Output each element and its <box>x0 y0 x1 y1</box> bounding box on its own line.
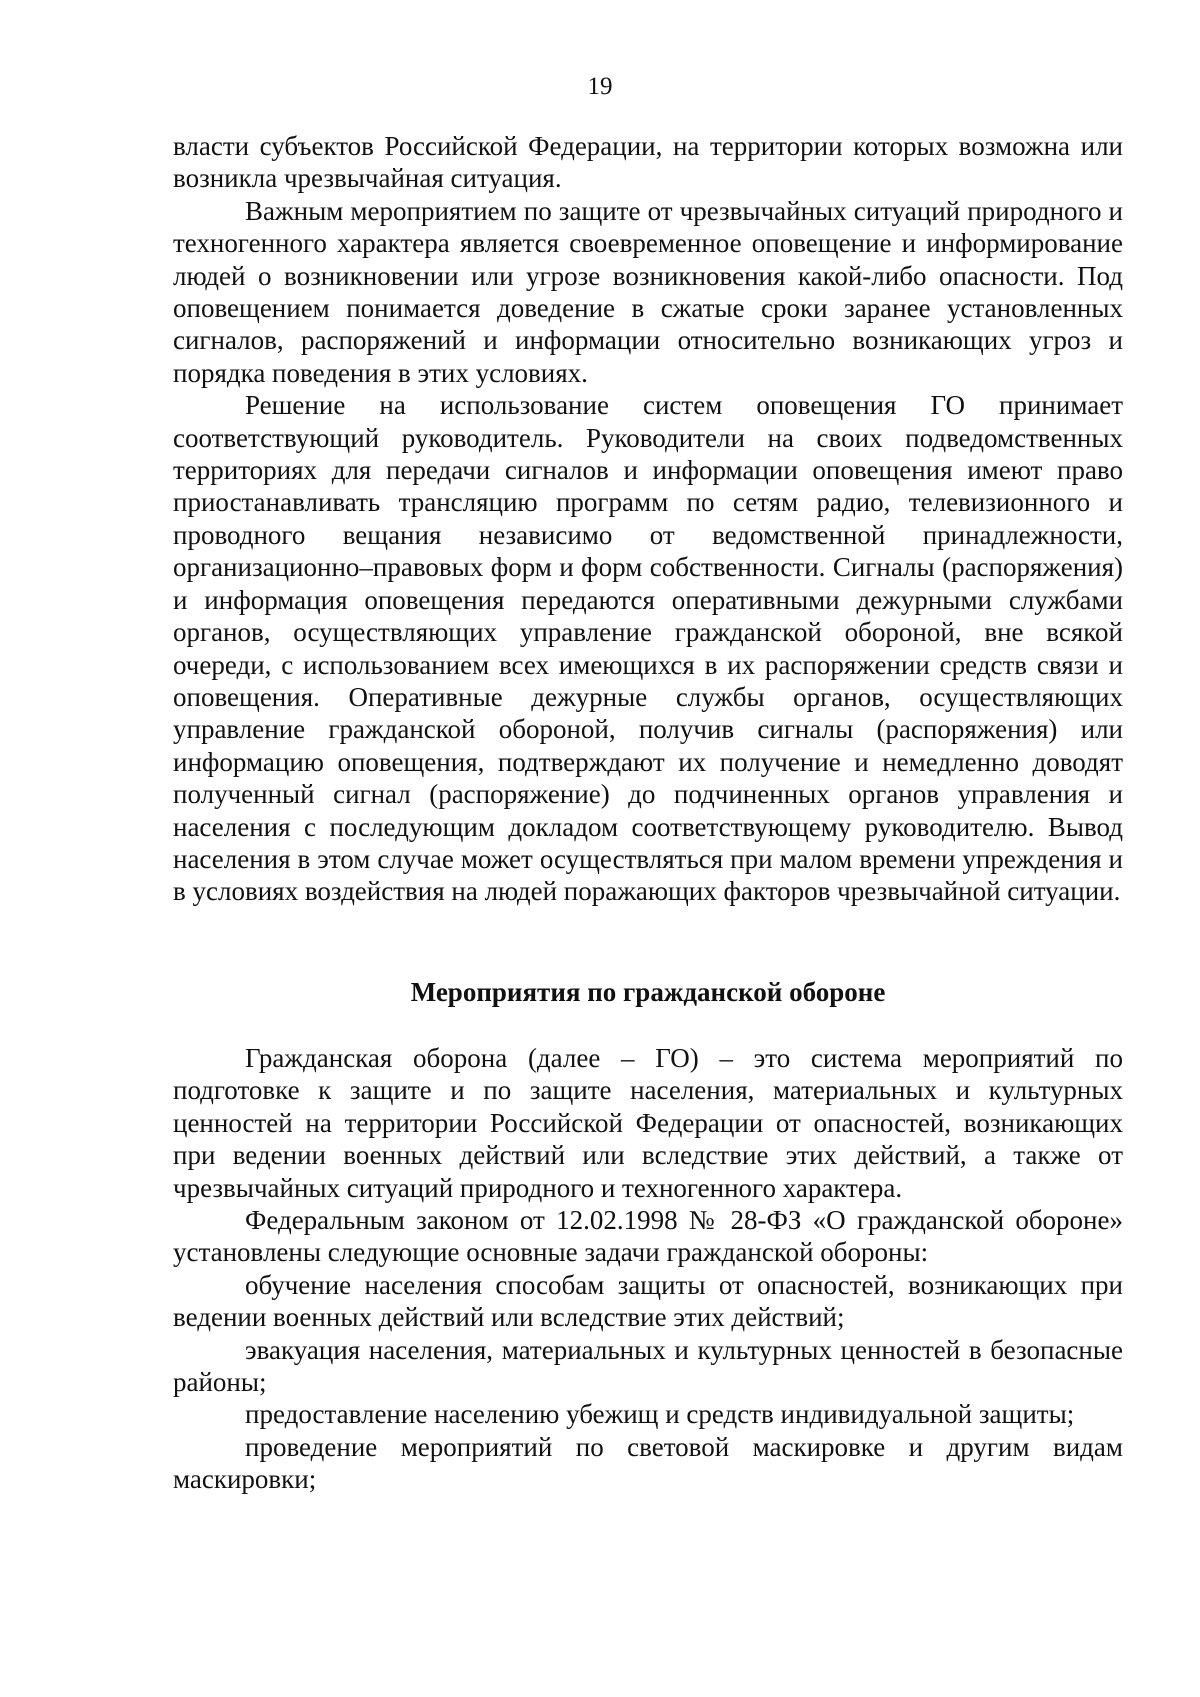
list-item-task-camouflage: проведение мероприятий по световой маскировке и другим видам маскировки; <box>173 1431 1123 1495</box>
section-heading: Мероприятия по гражданской обороне <box>410 977 886 1007</box>
paragraph-warning-importance: Важным мероприятием по защите от чрезвычайных ситуаций природного и техногенного характера является своевременное оповещение и информирование людей о возникновении или угрозе возникновения какой-либо опасности. Под оповещением понимается доведение в сжатые сроки заранее установленных сигналов, распоряжений и информации относительно возникающих угроз и порядка поведения в этих условиях. <box>173 195 1123 388</box>
bottom-text-block <box>173 1042 1123 1496</box>
list-item-task-shelters: предоставление населению убежищ и средств индивидуальной защиты; <box>245 1399 1075 1430</box>
page-number: 19 <box>587 73 613 100</box>
paragraph-federal-law: Федеральным законом от 12.02.1998 № 28-ФЗ «О гражданской обороне» установлены следующие основные задачи гражданской обороны: <box>173 1205 1123 1268</box>
paragraph-continuation: власти субъектов Российской Федерации, на территории которых возможна или возникла чрезвычайная ситуация. <box>173 131 1123 194</box>
list-item-task-training: обучение населения способам защиты от опасностей, возникающих при ведении военных действий или вследствие этих действий; <box>173 1269 1123 1333</box>
top-text-block <box>173 130 1123 908</box>
paragraph-civil-defense-definition: Гражданская оборона (далее – ГО) – это система мероприятий по подготовке к защите и по защите населения, материальных и культурных ценностей на территории Российской Федерации от опасностей, возникающих при ведении военных действий или вследствие этих действий, а также от чрезвычайных ситуаций природного и техногенного характера. <box>173 1043 1123 1203</box>
list-item-task-evacuation: эвакуация населения, материальных и культурных ценностей в безопасные районы; <box>173 1334 1123 1398</box>
paragraph-warning-systems-decision: Решение на использование систем оповещения ГО принимает соответствующий руководитель. Руководители на своих подведомственных территориях для передачи сигналов и информации оповещения имеют право приостанавливать трансляцию программ по сетям радио, телевизионного и проводного вещания независимо от ведомственной принадлежности, организационно–правовых форм и форм собственности. Сигналы (распоряжения) и информация оповещения передаются оперативными дежурными службами органов, осуществляющих управление гражданской обороной, вне всякой очереди, с использованием всех имеющихся в их распоряжении средств связи и оповещения. Оперативные дежурные службы органов, осуществляющих управление гражданской обороной, получив сигналы (распоряжения) или информацию оповещения, подтверждают их получение и немедленно доводят полученный сигнал (распоряжение) до подчиненных органов управления и населения с последующим докладом соответствующему руководителю. Вывод населения в этом случае может осуществляться при малом времени упреждения и в условиях воздействия на людей поражающих факторов чрезвычайной ситуации. <box>173 390 1123 907</box>
